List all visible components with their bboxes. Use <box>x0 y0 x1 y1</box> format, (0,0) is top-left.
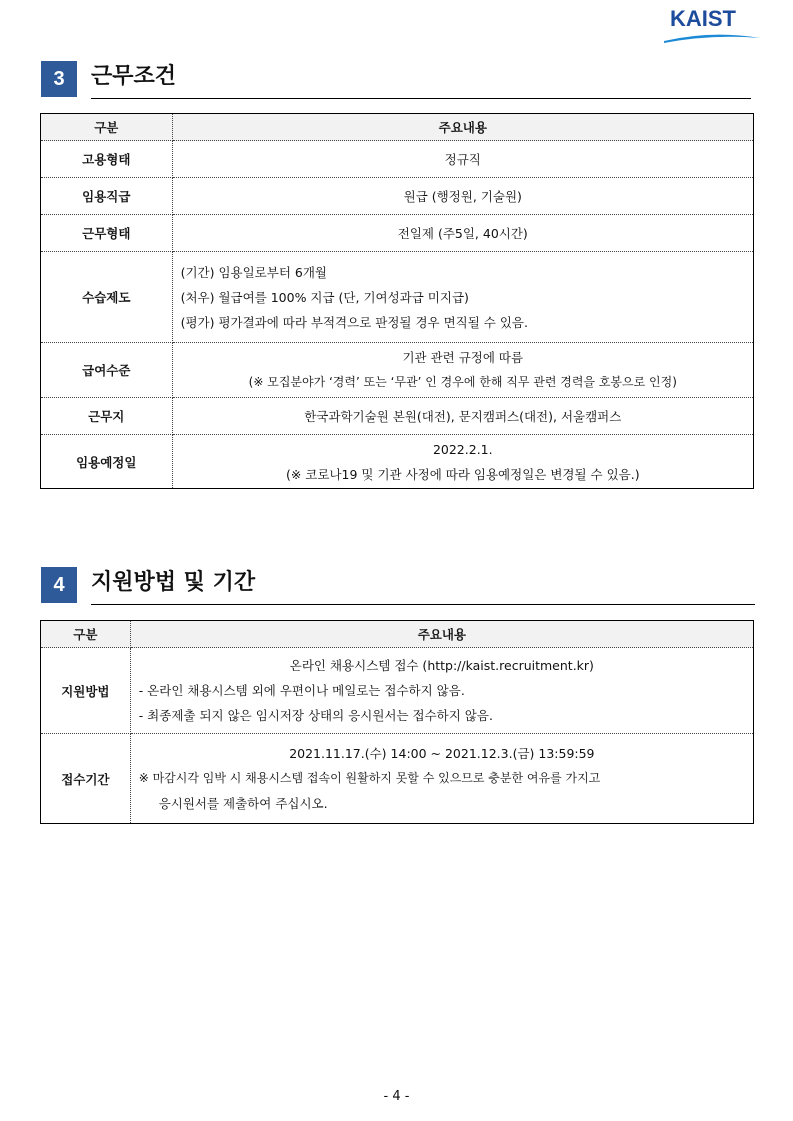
row-text: ※ 마감시각 임박 시 채용시스템 접속이 원활하지 못할 수 있으므로 충분한 여유를 가지고 <box>138 771 601 785</box>
row-label: 지원방법 <box>41 648 131 734</box>
table-row <box>41 343 754 398</box>
row-label: 임용예정일 <box>41 435 173 489</box>
table-row <box>41 178 754 215</box>
header-category: 구분 <box>41 114 173 141</box>
row-label: 접수기간 <box>41 734 131 824</box>
row-text: 원급 (행정원, 기술원) <box>403 188 522 204</box>
work-conditions-table <box>40 113 754 489</box>
row-label: 급여수준 <box>41 343 173 398</box>
row-text: 정규직 <box>444 151 481 167</box>
table-row <box>41 734 754 824</box>
section-4-underline <box>91 604 755 605</box>
application-table <box>40 620 754 824</box>
row-text: 2021.11.17.(수) 14:00 ~ 2021.12.3.(금) 13:59:59 <box>289 746 595 761</box>
table-row <box>41 141 754 178</box>
section-3-number: 3 <box>41 61 77 97</box>
section-3-underline <box>91 98 751 99</box>
table-row <box>41 215 754 252</box>
row-text: 한국과학기술원 본원(대전), 문지캠퍼스(대전), 서울캠퍼스 <box>304 408 622 424</box>
table-row <box>41 648 754 734</box>
row-text: (처우) 월급여를 100% 지급 (단, 기여성과급 미지급) <box>180 289 469 305</box>
header-content: 주요내용 <box>172 114 753 141</box>
row-label: 임용직급 <box>41 178 173 215</box>
table-row <box>41 435 754 489</box>
table-header-row <box>41 114 754 141</box>
row-text: (※ 모집분야가 ‘경력’ 또는 ‘무관’ 인 경우에 한해 직무 관련 경력을 호봉으로 인정) <box>248 375 677 389</box>
row-text: (※ 코로나19 및 기관 사정에 따라 임용예정일은 변경될 수 있음.) <box>285 466 640 482</box>
row-label: 근무형태 <box>41 215 173 252</box>
section-3-title: 근무조건 <box>91 64 177 89</box>
row-label: 수습제도 <box>41 252 173 343</box>
row-text: - 온라인 채용시스템 외에 우편이나 메일로는 접수하지 않음. <box>138 683 465 698</box>
table-row <box>41 252 754 343</box>
logo-text: KAIST <box>670 6 736 31</box>
logo-swoosh-icon <box>662 32 762 44</box>
row-text: (평가) 평가결과에 따라 부적격으로 판정될 경우 면직될 수 있음. <box>180 314 528 330</box>
kaist-logo <box>662 6 762 40</box>
page-number: - 4 - <box>383 1089 410 1104</box>
row-label: 근무지 <box>41 398 173 435</box>
row-label: 고용형태 <box>41 141 173 178</box>
row-text: 2022.2.1. <box>432 441 493 457</box>
table-header-row <box>41 621 754 648</box>
table-row <box>41 398 754 435</box>
row-text: 응시원서를 제출하여 주십시오. <box>158 796 328 811</box>
section-4-title: 지원방법 및 기간 <box>91 570 256 595</box>
header-content: 주요내용 <box>130 621 753 648</box>
row-text: 기관 관련 규정에 따름 <box>402 350 524 365</box>
section-4-number: 4 <box>41 567 77 603</box>
row-text: - 최종제출 되지 않은 임시저장 상태의 응시원서는 접수하지 않음. <box>138 708 493 723</box>
row-text: 온라인 채용시스템 접수 (http://kaist.recruitment.kr) <box>289 658 594 673</box>
row-text: 전일제 (주5일, 40시간) <box>397 225 528 241</box>
header-category: 구분 <box>41 621 131 648</box>
row-text: (기간) 임용일로부터 6개월 <box>180 264 327 280</box>
